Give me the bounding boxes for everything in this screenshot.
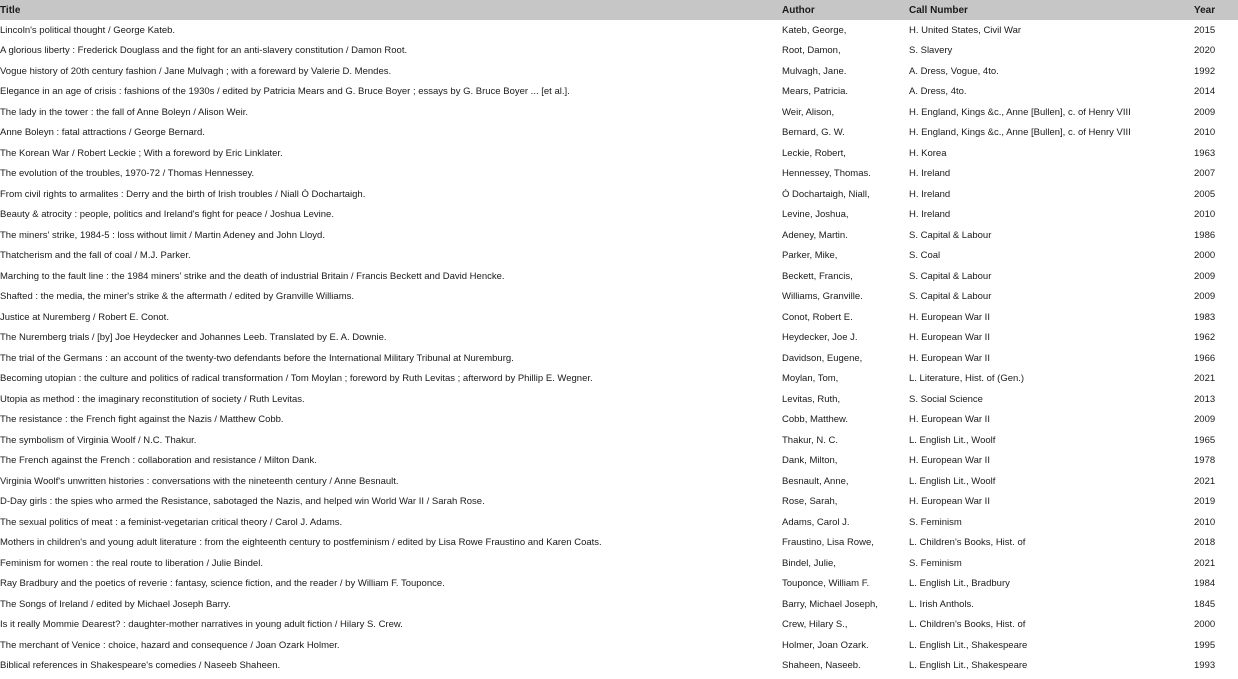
cell-title[interactable]: Biblical references in Shakespeare's comedies / Naseeb Shaheen. xyxy=(0,660,281,672)
cell-call-number[interactable]: H. European War II xyxy=(909,311,990,323)
cell-title[interactable]: The resistance : the French fight against the Nazis / Matthew Cobb. xyxy=(0,414,284,426)
cell-author[interactable]: Crew, Hilary S., xyxy=(782,619,848,631)
cell-author[interactable]: Adams, Carol J. xyxy=(782,516,850,528)
cell-call-number[interactable]: A. Dress, Vogue, 4to. xyxy=(909,65,999,77)
cell-title[interactable]: The Nuremberg trials / [by] Joe Heydecker and Johannes Leeb. Translated by E. A. Downie. xyxy=(0,332,387,344)
table-row[interactable] xyxy=(0,389,1238,410)
cell-title[interactable]: The Songs of Ireland / edited by Michael Joseph Barry. xyxy=(0,598,231,610)
cell-year[interactable]: 2018 xyxy=(1194,537,1216,549)
cell-year[interactable]: 2007 xyxy=(1194,168,1216,180)
table-row[interactable] xyxy=(0,451,1238,472)
cell-call-number[interactable]: H. United States, Civil War xyxy=(909,24,1022,36)
cell-year[interactable]: 2014 xyxy=(1194,86,1216,98)
cell-title[interactable]: Marching to the fault line : the 1984 miners' strike and the death of industrial Britain / Francis Beckett and David Hencke. xyxy=(0,270,505,282)
cell-call-number[interactable]: S. Capital & Labour xyxy=(909,229,992,241)
cell-year[interactable]: 1992 xyxy=(1194,65,1216,77)
cell-author[interactable]: Holmer, Joan Ozark. xyxy=(782,639,869,651)
cell-author[interactable]: Mears, Patricia. xyxy=(782,86,848,98)
cell-call-number[interactable]: H. England, Kings &c., Anne [Bullen], c. of Henry VIII xyxy=(909,106,1131,118)
cell-author[interactable]: Levitas, Ruth, xyxy=(782,393,841,405)
cell-author[interactable]: Shaheen, Naseeb. xyxy=(782,660,861,672)
cell-call-number[interactable]: L. English Lit., Shakespeare xyxy=(909,660,1028,672)
cell-year[interactable]: 2010 xyxy=(1194,209,1216,221)
cell-author[interactable]: Dank, Milton, xyxy=(782,455,838,467)
cell-year[interactable]: 2000 xyxy=(1194,250,1216,262)
cell-author[interactable]: Barry, Michael Joseph, xyxy=(782,598,878,610)
table-row[interactable] xyxy=(0,492,1238,513)
cell-year[interactable]: 2013 xyxy=(1194,393,1216,405)
cell-author[interactable]: Parker, Mike, xyxy=(782,250,838,262)
cell-title[interactable]: The miners' strike, 1984-5 : loss without limit / Martin Adeney and John Lloyd. xyxy=(0,229,325,241)
cell-author[interactable]: Beckett, Francis, xyxy=(782,270,853,282)
table-row[interactable] xyxy=(0,430,1238,451)
cell-year[interactable]: 1965 xyxy=(1194,434,1216,446)
cell-title[interactable]: The merchant of Venice : choice, hazard and consequence / Joan Ozark Holmer. xyxy=(0,639,340,651)
cell-author[interactable]: Heydecker, Joe J. xyxy=(782,332,858,344)
cell-year[interactable]: 1984 xyxy=(1194,578,1216,590)
cell-year[interactable]: 1978 xyxy=(1194,455,1216,467)
table-row[interactable] xyxy=(0,123,1238,144)
table-row[interactable] xyxy=(0,574,1238,595)
cell-author[interactable]: Bindel, Julie, xyxy=(782,557,836,569)
table-row[interactable] xyxy=(0,553,1238,574)
cell-title[interactable]: Anne Boleyn : fatal attractions / George Bernard. xyxy=(0,127,205,139)
cell-title[interactable]: The trial of the Germans : an account of the twenty-two defendants before the International Military Tribunal at Nuremburg. xyxy=(0,352,514,364)
cell-title[interactable]: Virginia Woolf's unwritten histories : conversations with the nineteenth century / Anne Besnault. xyxy=(0,475,399,487)
cell-call-number[interactable]: S. Coal xyxy=(909,250,941,262)
column-header-year[interactable]: Year xyxy=(1194,4,1216,16)
cell-year[interactable]: 1995 xyxy=(1194,639,1216,651)
cell-author[interactable]: Cobb, Matthew. xyxy=(782,414,849,426)
cell-call-number[interactable]: S. Feminism xyxy=(909,516,962,528)
cell-author[interactable]: Kateb, George, xyxy=(782,24,847,36)
cell-year[interactable]: 2005 xyxy=(1194,188,1216,200)
cell-title[interactable]: Ray Bradbury and the poetics of reverie : fantasy, science fiction, and the reader / by William F. Touponce. xyxy=(0,578,445,590)
cell-year[interactable]: 2020 xyxy=(1194,45,1216,57)
cell-title[interactable]: Thatcherism and the fall of coal / M.J. Parker. xyxy=(0,250,191,262)
cell-year[interactable]: 1983 xyxy=(1194,311,1216,323)
table-row[interactable] xyxy=(0,512,1238,533)
table-row[interactable] xyxy=(0,41,1238,62)
cell-year[interactable]: 1845 xyxy=(1194,598,1216,610)
cell-call-number[interactable]: H. European War II xyxy=(909,455,990,467)
table-row[interactable] xyxy=(0,225,1238,246)
cell-title[interactable]: Mothers in children's and young adult literature : from the eighteenth century to postfeminism / edited by Lisa Rowe Fraustino and Karen Coats. xyxy=(0,537,602,549)
cell-author[interactable]: Fraustino, Lisa Rowe, xyxy=(782,537,874,549)
cell-author[interactable]: Moylan, Tom, xyxy=(782,373,839,385)
table-row[interactable] xyxy=(0,635,1238,656)
cell-title[interactable]: Lincoln's political thought / George Kateb. xyxy=(0,24,176,36)
cell-author[interactable]: Levine, Joshua, xyxy=(782,209,849,221)
cell-call-number[interactable]: H. European War II xyxy=(909,496,990,508)
cell-year[interactable]: 2009 xyxy=(1194,106,1216,118)
cell-call-number[interactable]: L. Children's Books, Hist. of xyxy=(909,619,1026,631)
cell-author[interactable]: Besnault, Anne, xyxy=(782,475,849,487)
cell-title[interactable]: D-Day girls : the spies who armed the Resistance, sabotaged the Nazis, and helped win World War II / Sarah Rose. xyxy=(0,496,485,508)
table-row[interactable] xyxy=(0,20,1238,41)
cell-call-number[interactable]: H. European War II xyxy=(909,414,990,426)
cell-title[interactable]: Shafted : the media, the miner's strike & the aftermath / edited by Granville Williams. xyxy=(0,291,354,303)
cell-author[interactable]: Davidson, Eugene, xyxy=(782,352,863,364)
cell-call-number[interactable]: S. Capital & Labour xyxy=(909,291,992,303)
cell-title[interactable]: Utopia as method : the imaginary reconstitution of society / Ruth Levitas. xyxy=(0,393,305,405)
table-row[interactable] xyxy=(0,266,1238,287)
column-header-title[interactable]: Title xyxy=(0,4,21,16)
cell-call-number[interactable]: L. English Lit., Shakespeare xyxy=(909,639,1028,651)
cell-title[interactable]: The French against the French : collaboration and resistance / Milton Dank. xyxy=(0,455,317,467)
cell-author[interactable]: Bernard, G. W. xyxy=(782,127,845,139)
cell-year[interactable]: 2010 xyxy=(1194,127,1216,139)
cell-title[interactable]: The evolution of the troubles, 1970-72 / Thomas Hennessey. xyxy=(0,168,255,180)
cell-call-number[interactable]: L. English Lit., Woolf xyxy=(909,475,996,487)
cell-year[interactable]: 2000 xyxy=(1194,619,1216,631)
table-row[interactable] xyxy=(0,164,1238,185)
table-row[interactable] xyxy=(0,205,1238,226)
cell-author[interactable]: Hennessey, Thomas. xyxy=(782,168,871,180)
cell-call-number[interactable]: S. Capital & Labour xyxy=(909,270,992,282)
table-row[interactable] xyxy=(0,287,1238,308)
cell-author[interactable]: Mulvagh, Jane. xyxy=(782,65,847,77)
cell-call-number[interactable]: A. Dress, 4to. xyxy=(909,86,967,98)
cell-title[interactable]: The Korean War / Robert Leckie ; With a foreword by Eric Linklater. xyxy=(0,147,283,159)
table-row[interactable] xyxy=(0,471,1238,492)
cell-call-number[interactable]: H. European War II xyxy=(909,332,990,344)
cell-title[interactable]: The sexual politics of meat : a feminist-vegetarian critical theory / Carol J. Adams. xyxy=(0,516,343,528)
cell-year[interactable]: 2021 xyxy=(1194,557,1216,569)
table-row[interactable] xyxy=(0,369,1238,390)
cell-author[interactable]: Leckie, Robert, xyxy=(782,147,846,159)
cell-year[interactable]: 2009 xyxy=(1194,291,1216,303)
table-row[interactable] xyxy=(0,594,1238,615)
cell-year[interactable]: 2009 xyxy=(1194,270,1216,282)
cell-title[interactable]: Beauty & atrocity : people, politics and Ireland's fight for peace / Joshua Levine. xyxy=(0,209,334,221)
cell-year[interactable]: 1986 xyxy=(1194,229,1216,241)
cell-call-number[interactable]: H. Ireland xyxy=(909,188,951,200)
table-body xyxy=(0,20,1238,676)
cell-year[interactable]: 1962 xyxy=(1194,332,1216,344)
cell-title[interactable]: Feminism for women : the real route to liberation / Julie Bindel. xyxy=(0,557,263,569)
cell-call-number[interactable]: H. Ireland xyxy=(909,209,951,221)
cell-author[interactable]: Root, Damon, xyxy=(782,45,841,57)
table-row[interactable] xyxy=(0,307,1238,328)
cell-year[interactable]: 1993 xyxy=(1194,660,1216,672)
cell-year[interactable]: 2010 xyxy=(1194,516,1216,528)
cell-call-number[interactable]: L. English Lit., Bradbury xyxy=(909,578,1010,590)
table-row[interactable] xyxy=(0,348,1238,369)
table-row[interactable] xyxy=(0,102,1238,123)
cell-year[interactable]: 2021 xyxy=(1194,475,1216,487)
cell-call-number[interactable]: H. Ireland xyxy=(909,168,951,180)
cell-year[interactable]: 2019 xyxy=(1194,496,1216,508)
table-row[interactable] xyxy=(0,61,1238,82)
cell-author[interactable]: Rose, Sarah, xyxy=(782,496,838,508)
cell-call-number[interactable]: H. European War II xyxy=(909,352,990,364)
cell-title[interactable]: Elegance in an age of crisis : fashions of the 1930s / edited by Patricia Mears and G. Bruce Boyer ; essays by G. Bruce Boyer ... [et al.]. xyxy=(0,86,570,98)
cell-call-number[interactable]: L. English Lit., Woolf xyxy=(909,434,996,446)
table-row[interactable] xyxy=(0,615,1238,636)
cell-year[interactable]: 2015 xyxy=(1194,24,1216,36)
cell-call-number[interactable]: L. Literature, Hist. of (Gen.) xyxy=(909,373,1025,385)
cell-year[interactable]: 1963 xyxy=(1194,147,1216,159)
cell-title[interactable]: Vogue history of 20th century fashion / Jane Mulvagh ; with a foreward by Valerie D. Mendes. xyxy=(0,65,392,77)
cell-title[interactable]: From civil rights to armalites : Derry and the birth of Irish troubles / Niall Ó Dochartaigh. xyxy=(0,188,366,200)
cell-author[interactable]: Weir, Alison, xyxy=(782,106,835,118)
cell-call-number[interactable]: S. Feminism xyxy=(909,557,962,569)
cell-call-number[interactable]: H. Korea xyxy=(909,147,947,159)
cell-call-number[interactable]: L. Children's Books, Hist. of xyxy=(909,537,1026,549)
cell-call-number[interactable]: S. Slavery xyxy=(909,45,953,57)
cell-year[interactable]: 1966 xyxy=(1194,352,1216,364)
cell-title[interactable]: Is it really Mommie Dearest? : daughter-mother narratives in young adult fiction / Hilary S. Crew. xyxy=(0,619,403,631)
cell-year[interactable]: 2021 xyxy=(1194,373,1216,385)
cell-author[interactable]: Williams, Granville. xyxy=(782,291,863,303)
cell-title[interactable]: The symbolism of Virginia Woolf / N.C. Thakur. xyxy=(0,434,197,446)
cell-author[interactable]: Ó Dochartaigh, Niall, xyxy=(782,188,870,200)
table-row[interactable] xyxy=(0,143,1238,164)
cell-title[interactable]: A glorious liberty : Frederick Douglass and the fight for an anti-slavery constitution / Damon Root. xyxy=(0,45,408,57)
column-header-author[interactable]: Author xyxy=(782,4,815,16)
cell-author[interactable]: Touponce, William F. xyxy=(782,578,870,590)
cell-author[interactable]: Conot, Robert E. xyxy=(782,311,853,323)
cell-author[interactable]: Thakur, N. C. xyxy=(782,434,838,446)
table-row[interactable] xyxy=(0,246,1238,267)
cell-title[interactable]: The lady in the tower : the fall of Anne Boleyn / Alison Weir. xyxy=(0,106,249,118)
cell-year[interactable]: 2009 xyxy=(1194,414,1216,426)
cell-title[interactable]: Justice at Nuremberg / Robert E. Conot. xyxy=(0,311,169,323)
table-row[interactable] xyxy=(0,328,1238,349)
table-row[interactable] xyxy=(0,656,1238,677)
cell-call-number[interactable]: H. England, Kings &c., Anne [Bullen], c. of Henry VIII xyxy=(909,127,1131,139)
table-row[interactable] xyxy=(0,410,1238,431)
table-row[interactable] xyxy=(0,533,1238,554)
column-header-call-number[interactable]: Call Number xyxy=(909,4,968,16)
table-row[interactable] xyxy=(0,82,1238,103)
table-header xyxy=(0,0,1238,20)
cell-author[interactable]: Adeney, Martin. xyxy=(782,229,848,241)
cell-title[interactable]: Becoming utopian : the culture and politics of radical transformation / Tom Moylan ; foreword by Ruth Levitas ; afterword by Phillip E. Wegner. xyxy=(0,373,593,385)
cell-call-number[interactable]: L. Irish Anthols. xyxy=(909,598,974,610)
cell-call-number[interactable]: S. Social Science xyxy=(909,393,983,405)
table-row[interactable] xyxy=(0,184,1238,205)
